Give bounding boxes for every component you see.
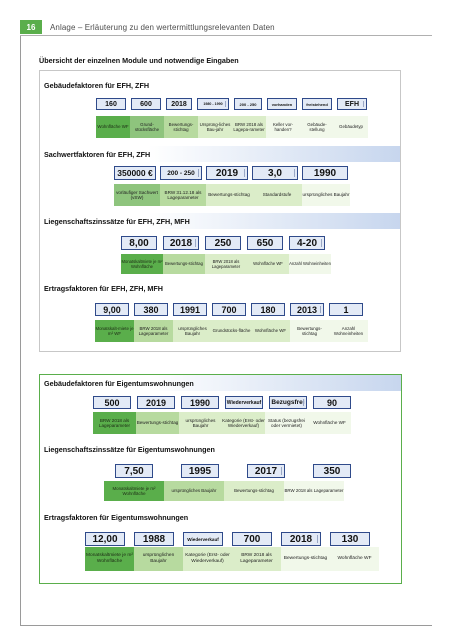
- label-baujahr-etw: ursprüngliches Baujahr: [179, 412, 222, 434]
- label-vorlaeufiger-sachwert: vorläufiger Sachwert (vSW): [114, 184, 160, 206]
- input-wohnflaeche-etw[interactable]: 90: [313, 396, 351, 409]
- input-brw-liegenschaft-etw[interactable]: 350: [313, 464, 351, 478]
- label-stichtag-etw: Bewertungs-stichtag: [136, 412, 179, 434]
- label-wohnflaeche-ertrag: Wohnfläche WF: [251, 320, 290, 342]
- label-stichtag-ertrag: Bewertungs-stichtag: [290, 320, 329, 342]
- etw-ertrag-labels: [85, 547, 379, 571]
- label-standardstufe: Standardstufe: [252, 184, 302, 206]
- section-title-efh-sachwert: Sachwertfaktoren für EFH, ZFH: [40, 146, 400, 162]
- label-wohneinheiten-ertrag: Anzahl Wohneinheiten: [329, 320, 368, 342]
- efh-sachwert-labels: [114, 184, 350, 206]
- label-brw: BRW 2018 als Lagepa-rameter: [232, 116, 266, 138]
- section-title-efh-ertrag: Ertragsfaktoren für EFH, ZFH, MFH: [40, 280, 400, 296]
- input-bewertungsstichtag[interactable]: 2018: [166, 98, 192, 110]
- input-monatskaltmiete-ertrag[interactable]: 9,00: [95, 303, 129, 316]
- label-kategorie-etw: Kategorie (Erst- oder Wiederverkauf): [222, 412, 265, 434]
- select-baujahr[interactable]: 1980 - 1990: [197, 98, 229, 110]
- label-stichtag-sachwert: Bewertungs-stichtag: [206, 184, 252, 206]
- input-stichtag-ertrag[interactable]: 2013: [290, 303, 324, 316]
- etw-gebaeude-labels: [93, 412, 351, 434]
- section-title-etw-liegenschaft: Liegenschaftszinssätze für Eigentumswohnungen: [40, 441, 401, 457]
- page-header: [20, 20, 432, 34]
- label-wohnflaeche: Wohnfläche WF: [96, 116, 130, 138]
- label-keller: Keller vor-handen?: [266, 116, 300, 138]
- input-monatskaltmiete-ertrag-etw[interactable]: 12,00: [85, 532, 125, 546]
- input-baujahr-liegenschaft-etw[interactable]: 1995: [181, 464, 219, 478]
- input-wohnflaeche-liegenschaft[interactable]: 650: [247, 236, 283, 250]
- input-brw-liegenschaft[interactable]: 250: [205, 236, 241, 250]
- input-vorlaeufiger-sachwert[interactable]: 350000 €: [114, 166, 156, 180]
- select-keller[interactable]: vorhanden: [267, 98, 297, 110]
- input-baujahr-ertrag-etw[interactable]: 1988: [134, 532, 174, 546]
- label-grundstuecksflaeche-ertrag: Grundstücks-fläche: [212, 320, 251, 342]
- select-standardstufe[interactable]: 3,0: [252, 166, 298, 180]
- input-brw-ertrag-etw[interactable]: 700: [232, 532, 272, 546]
- page-border-bottom: [20, 625, 432, 626]
- select-wohneinheiten[interactable]: 4-20: [289, 236, 325, 250]
- efh-ertrag-inputs: [95, 303, 363, 316]
- input-wohnflaeche[interactable]: 160: [96, 98, 126, 110]
- etw-liegenschaft-labels: [104, 481, 344, 501]
- section-title-efh-liegenschaft: Liegenschaftszinssätze für EFH, ZFH, MFH: [40, 213, 400, 229]
- label-monatskaltmiete: Monatskaltmiete je m² Wohnfläche: [121, 254, 163, 274]
- label-brw-ertrag-etw: BRW 2018 als Lageparameter: [232, 547, 281, 571]
- label-wohneinheiten: Anzahl Wohneinheiten: [289, 254, 331, 274]
- efh-gebaeude-labels: [96, 116, 368, 138]
- label-brw-ertrag: BRW 2018 als Lageparameter: [134, 320, 173, 342]
- efh-liegenschaft-inputs: [121, 236, 325, 250]
- section-title-etw-ertrag: Ertragsfaktoren für Eigentumswohnungen: [40, 509, 401, 525]
- page-number: 16: [20, 20, 42, 34]
- label-bewertungsstichtag: Bewertungs-stichtag: [164, 116, 198, 138]
- label-wohnflaeche-liegenschaft: Wohnfläche WF: [247, 254, 289, 274]
- input-stichtag-ertrag-etw[interactable]: 2018: [281, 532, 321, 546]
- header-title: Anlage – Erläuterung zu den wertermittlungsrelevanten Daten: [50, 22, 275, 32]
- section-title-efh-gebaeude: Gebäudefaktoren für EFH, ZFH: [40, 77, 400, 93]
- label-baujahr-liegenschaft-etw: ursprüngliches Baujahr: [164, 481, 224, 501]
- input-stichtag-liegenschaft-etw[interactable]: 2017: [247, 464, 285, 478]
- select-brw[interactable]: 200 - 250: [234, 98, 262, 110]
- header-divider: [20, 35, 432, 36]
- input-brw-ertrag[interactable]: 380: [134, 303, 168, 316]
- label-monatskaltmiete-ertrag: Monatskalt-miete je m² WF: [95, 320, 134, 342]
- label-baujahr-ertrag: ursprüngliches Baujahr: [173, 320, 212, 342]
- label-stichtag-liegenschaft-etw: Bewertungs-stichtag: [224, 481, 284, 501]
- input-stichtag-sachwert[interactable]: 2019: [206, 166, 248, 180]
- input-baujahr-ertrag[interactable]: 1991: [173, 303, 207, 316]
- label-stichtag-ertrag-etw: Bewertungs-stichtag: [281, 547, 330, 571]
- etw-gebaeude-inputs: [93, 396, 351, 409]
- input-stichtag-liegenschaft[interactable]: 2018: [163, 236, 199, 250]
- select-status-etw[interactable]: Bezugsfrei: [269, 396, 307, 409]
- etw-liegenschaft-inputs: [115, 464, 351, 478]
- label-brw-liegenschaft-etw: BRW 2018 als Lageparameter: [284, 481, 344, 501]
- section-title-etw-gebaeude: Gebäudefaktoren für Eigentumswohnungen: [40, 375, 401, 391]
- overview-title: Übersicht der einzelnen Module und notwendige Eingaben: [39, 56, 239, 65]
- label-baujahr-sachwert: ursprüngliches Baujahr: [302, 184, 350, 206]
- select-kategorie-ertrag-etw[interactable]: Wiederverkauf: [183, 532, 223, 546]
- efh-gebaeude-inputs: [96, 98, 367, 110]
- label-brw-liegenschaft: BRW 2018 als Lageparameter: [205, 254, 247, 274]
- label-brw-etw: BRW 2018 als Lageparameter: [93, 412, 136, 434]
- label-grundstuecksflaeche: Grund-stücksfläche: [130, 116, 164, 138]
- input-brw-etw[interactable]: 500: [93, 396, 131, 409]
- label-gebaeudestellung: Gebäude-stellung: [300, 116, 334, 138]
- input-grundstuecksflaeche[interactable]: 600: [131, 98, 161, 110]
- label-monatskaltmiete-ertrag-etw: Monatskaltmiete je m² Wohnfläche: [85, 547, 134, 571]
- efh-sachwert-inputs: [114, 166, 348, 180]
- input-wohnflaeche-ertrag-etw[interactable]: 130: [330, 532, 370, 546]
- label-monatskaltmiete-etw: Monatskaltmiete je m² Wohnfläche: [104, 481, 164, 501]
- input-wohneinheiten-ertrag[interactable]: 1: [329, 303, 363, 316]
- select-brw-sachwert[interactable]: 200 - 250: [160, 166, 202, 180]
- input-stichtag-etw[interactable]: 2019: [137, 396, 175, 409]
- input-wohnflaeche-ertrag[interactable]: 180: [251, 303, 285, 316]
- input-monatskaltmiete-etw[interactable]: 7,50: [115, 464, 153, 478]
- etw-ertrag-inputs: [85, 532, 370, 546]
- input-monatskaltmiete[interactable]: 8,00: [121, 236, 157, 250]
- label-brw-sachwert: BRW 31.12.18 als Lageparameter: [160, 184, 206, 206]
- label-wohnflaeche-etw: Wohnfläche WF: [308, 412, 351, 434]
- efh-liegenschaft-labels: [121, 254, 331, 274]
- select-kategorie-etw[interactable]: Wiederverkauf: [225, 396, 263, 409]
- efh-ertrag-labels: [95, 320, 368, 342]
- label-status-etw: Status (bezugsfrei oder vermietet): [265, 412, 308, 434]
- label-wohnflaeche-ertrag-etw: Wohnfläche WF: [330, 547, 379, 571]
- input-baujahr-etw[interactable]: 1990: [181, 396, 219, 409]
- label-gebaeudetyp: Gebäudetyp: [334, 116, 368, 138]
- label-baujahr-ertrag-etw: ursprünglichen Baujahr: [134, 547, 183, 571]
- label-baujahr: Ursprüng-liches Bau-jahr: [198, 116, 232, 138]
- input-baujahr-sachwert[interactable]: 1990: [302, 166, 348, 180]
- select-gebaeudetyp[interactable]: EFH: [337, 98, 367, 110]
- label-kategorie-ertrag-etw: Kategorie (Erst- oder Wiederverkauf): [183, 547, 232, 571]
- select-gebaeudestellung[interactable]: freistehend: [302, 98, 332, 110]
- input-grundstuecksflaeche-ertrag[interactable]: 700: [212, 303, 246, 316]
- label-stichtag-liegenschaft: Bewertungs-stichtag: [163, 254, 205, 274]
- page-border-left: [20, 36, 21, 626]
